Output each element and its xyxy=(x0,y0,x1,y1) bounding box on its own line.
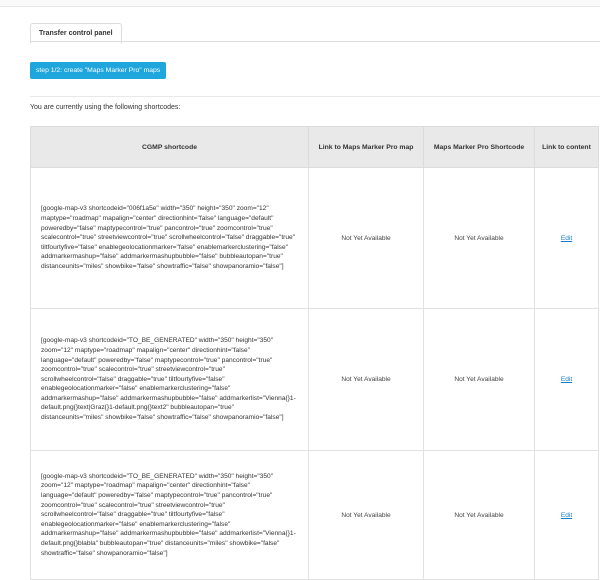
table-row xyxy=(31,451,599,580)
pro-shortcode-cell: Not Yet Available xyxy=(424,309,535,451)
header-link-to-content: Link to content xyxy=(535,127,599,168)
top-frame-edge xyxy=(0,0,600,7)
tab-divider xyxy=(30,41,600,42)
link-content-cell xyxy=(535,168,599,309)
header-pro-shortcode: Maps Marker Pro Shortcode xyxy=(424,127,535,168)
link-map-cell: Not Yet Available xyxy=(309,451,424,580)
header-cgmp-shortcode: CGMP shortcode xyxy=(31,127,309,168)
shortcodes-table xyxy=(30,126,599,580)
table-header-row xyxy=(31,127,599,168)
tab-transfer-control-panel[interactable]: Transfer control panel xyxy=(30,23,122,44)
header-link-to-map: Link to Maps Marker Pro map xyxy=(309,127,424,168)
shortcode-cell: [google-map-v3 shortcodeid="TO_BE_GENERATED" width="350" height="350" zoom="12" maptype="roadmap" mapalign="center" directionhint="false" language="default" poweredby="false" maptypecontrol="true" pancontrol="true" zoomcontrol="true" scalecontrol="true" streetviewcontrol="true" scrollwheelcontrol="false" draggable="true" tiltfourtyfive="false" enablegeolocationmarker="false" enablemarkerclustering="false" addmarkermashup="false" addmarkermashupbubble="false" addmarkerlist="Vienna{}1-default.png{}text|Graz{}1-default.png{}text2" bubbleautopan="true" distanceunits="miles" showbike="false" showtraffic="false" showpanoramio="false"] xyxy=(31,309,309,451)
pro-shortcode-cell: Not Yet Available xyxy=(424,168,535,309)
link-map-cell: Not Yet Available xyxy=(309,309,424,451)
edit-link[interactable]: Edit xyxy=(560,511,573,519)
table-row xyxy=(31,309,599,451)
section-divider xyxy=(30,96,600,97)
shortcode-cell: [google-map-v3 shortcodeid="006f1a5e" width="350" height="350" zoom="12" maptype="roadmap" mapalign="center" directionhint="false" language="default" poweredby="false" maptypecontrol="true" pancontrol="true" zoomcontrol="true" scalecontrol="true" streetviewcontrol="true" scrollwheelcontrol="false" draggable="true" tiltfourtyfive="false" enablegeolocationmarker="false" enablemarkerclustering="false" addmarkermashup="false" addmarkermashupbubble="false" bubbleautopan="true" distanceunits="miles" showbike="false" showtraffic="false" showpanoramio="false"] xyxy=(31,168,309,309)
table-row xyxy=(31,168,599,309)
intro-text: You are currently using the following shortcodes: xyxy=(30,104,181,111)
link-content-cell xyxy=(535,451,599,580)
link-content-cell xyxy=(535,309,599,451)
edit-link[interactable]: Edit xyxy=(560,234,573,242)
pro-shortcode-cell: Not Yet Available xyxy=(424,451,535,580)
shortcode-cell: [google-map-v3 shortcodeid="TO_BE_GENERATED" width="350" height="350" zoom="12" maptype="roadmap" mapalign="center" directionhint="false" language="default" poweredby="false" maptypecontrol="true" pancontrol="true" zoomcontrol="true" scalecontrol="true" streetviewcontrol="true" scrollwheelcontrol="false" draggable="true" tiltfourtyfive="false" enablegeolocationmarker="false" enablemarkerclustering="false" addmarkermashup="false" addmarkermashupbubble="false" addmarkerlist="Vienna{}1-default.png{}blabla" bubbleautopan="true" distanceunits="miles" showbike="false" showtraffic="false" showpanoramio="false"] xyxy=(31,451,309,580)
step-1-create-maps-button[interactable]: step 1/2: create "Maps Marker Pro" maps xyxy=(30,62,166,79)
link-map-cell: Not Yet Available xyxy=(309,168,424,309)
edit-link[interactable]: Edit xyxy=(560,376,573,383)
